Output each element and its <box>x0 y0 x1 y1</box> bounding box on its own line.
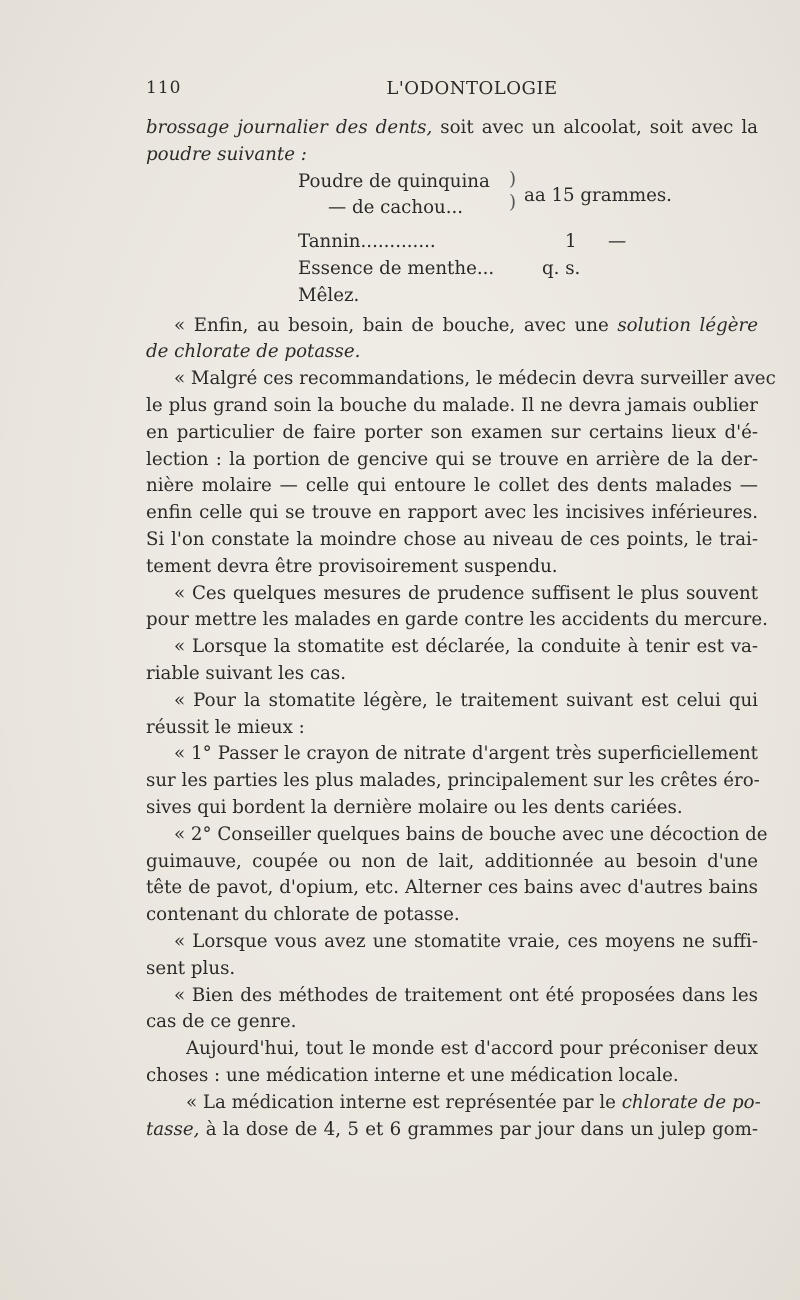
text-line: riable suivant les cas. <box>146 662 346 684</box>
text-line: « Ces quelques mesures de prudence suffisent le plus souvent <box>174 582 758 604</box>
text-line: guimauve, coupée ou non de lait, additionnée au besoin d'une <box>146 850 758 872</box>
brace-icon: ) <box>509 168 517 190</box>
brace-icon: ) <box>509 191 517 213</box>
text-line: le plus grand soin la bouche du malade. Il ne devra jamais oublier <box>146 394 758 416</box>
text-line: poudre suivante : <box>146 143 307 165</box>
text-line: sur les parties les plus malades, principalement sur les crêtes éro- <box>146 770 760 792</box>
text-line: « Bien des méthodes de traitement ont été proposées dans les <box>174 984 758 1006</box>
text-line: cas de ce genre. <box>146 1011 297 1033</box>
text-line: choses : une médication interne et une médication locale. <box>146 1064 679 1086</box>
text-line: sives qui bordent la dernière molaire ou les dents cariées. <box>146 796 683 818</box>
italic-phrase: brossage journalier des dents, <box>146 117 433 138</box>
text-line: enfin celle qui se trouve en rapport avec les incisives inférieures. <box>146 502 758 524</box>
formula-ingredient: Poudre de quinquina <box>298 170 490 192</box>
text-line: sent plus. <box>146 957 236 979</box>
running-title: L'ODONTOLOGIE <box>386 78 558 99</box>
page-header <box>146 78 758 108</box>
text-line: « Lorsque vous avez une stomatite vraie, ces moyens ne suffi- <box>174 930 758 952</box>
text-span: à la dose de 4, 5 et 6 grammes par jour dans un julep gom- <box>199 1118 758 1140</box>
text-line: « 2° Conseiller quelques bains de bouche avec une décoction de <box>174 823 768 845</box>
page-body <box>146 115 776 1143</box>
text-line <box>146 1090 761 1117</box>
text-line: « Pour la stomatite légère, le traitement suivant est celui qui <box>174 689 758 711</box>
text-line: tête de pavot, d'opium, etc. Alterner ces bains avec d'autres bains <box>146 877 758 899</box>
text-line: « 1° Passer le crayon de nitrate d'argent très superficiellement <box>174 743 758 765</box>
text-line: en particulier de faire porter son examen sur certains lieux d'é- <box>146 421 758 443</box>
text-line <box>146 115 758 142</box>
italic-phrase: tasse, <box>146 1118 200 1140</box>
text-line: Si l'on constate la moindre chose au niveau de ces points, le trai- <box>146 528 758 550</box>
page-number: 110 <box>146 78 182 98</box>
formula-ingredient: Essence de menthe... <box>298 257 495 279</box>
text-line <box>146 313 758 340</box>
formula-instruction: Mêlez. <box>298 284 360 306</box>
text-line: pour mettre les malades en garde contre les accidents du mercure. <box>146 609 768 631</box>
prescription-formula <box>146 168 758 313</box>
text-line: réussit le mieux : <box>146 716 305 738</box>
text-line <box>146 1117 758 1144</box>
text-span: « La médication interne est représentée par le <box>186 1091 622 1113</box>
formula-dose: — <box>608 230 627 252</box>
text-line: tement devra être provisoirement suspendu. <box>146 555 558 577</box>
text-line: de chlorate de potasse. <box>146 341 361 363</box>
text-line: nière molaire — celle qui entoure le collet des dents malades — <box>146 475 758 497</box>
formula-dose: aa 15 grammes. <box>524 184 672 206</box>
italic-phrase: chlorate de po- <box>621 1091 761 1113</box>
italic-phrase: solution légère <box>617 314 758 336</box>
text-line: « Lorsque la stomatite est déclarée, la conduite à tenir est va- <box>174 636 758 658</box>
text-line: contenant du chlorate de potasse. <box>146 904 460 926</box>
formula-dose: 1 <box>565 230 577 252</box>
text-line: Aujourd'hui, tout le monde est d'accord pour préconiser deux <box>186 1038 758 1060</box>
text-line: lection : la portion de gencive qui se trouve en arrière de la der- <box>146 448 758 470</box>
formula-dose: q. s. <box>542 257 581 279</box>
formula-ingredient: — de cachou... <box>328 196 464 218</box>
text-span: « Enfin, au besoin, bain de bouche, avec une <box>174 314 618 336</box>
text-span: soit avec un alcoolat, soit avec la <box>432 117 758 138</box>
text-line: « Malgré ces recommandations, le médecin devra surveiller avec <box>174 368 776 390</box>
formula-ingredient: Tannin............. <box>298 230 436 252</box>
